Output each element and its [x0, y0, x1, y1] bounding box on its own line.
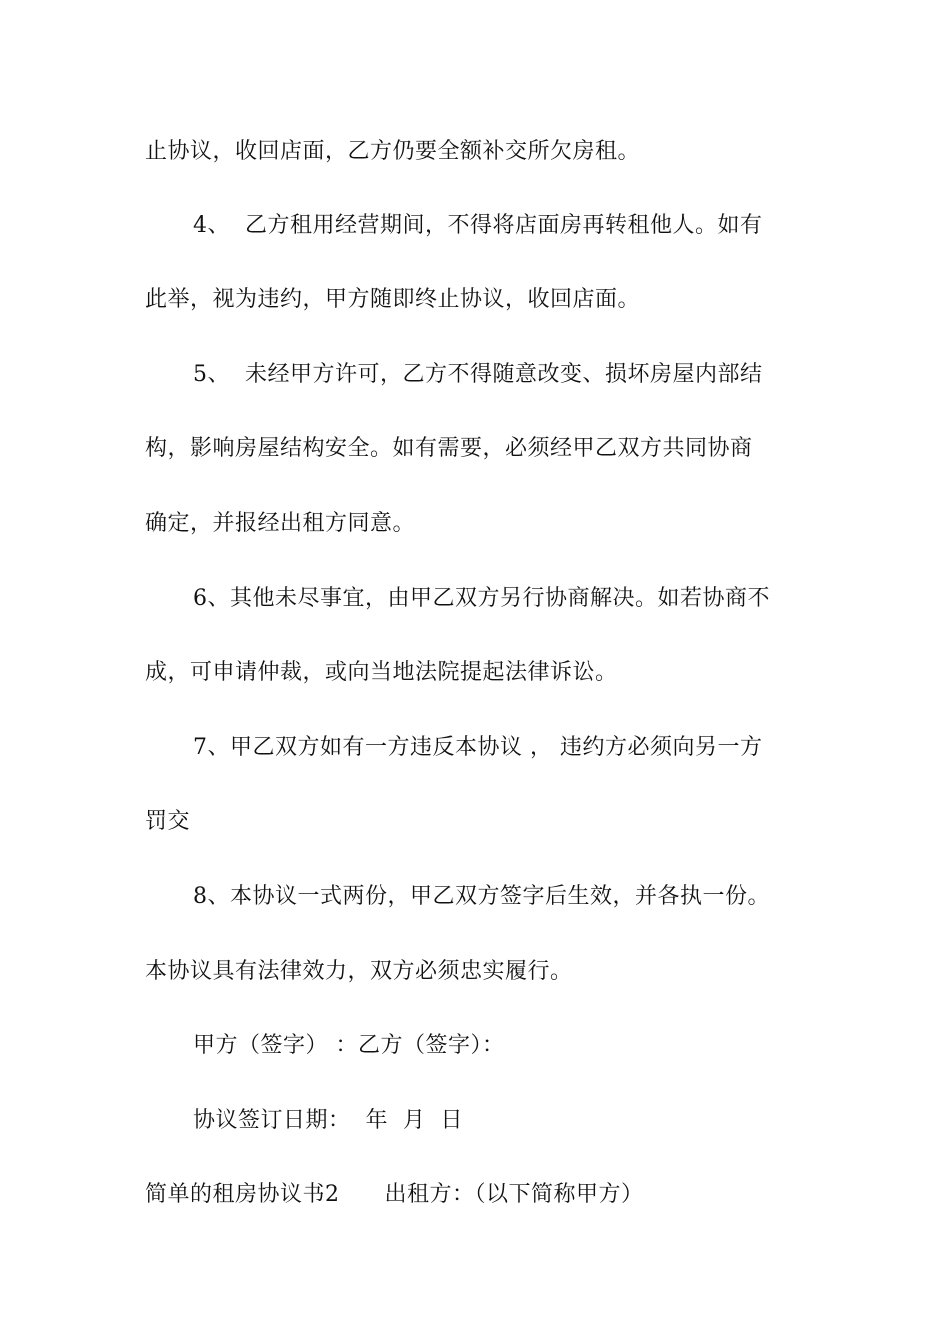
- text-line: 构，影响房屋结构安全。如有需要，必须经甲乙双方共同协商: [145, 436, 753, 461]
- clause-8: 8、本协议一式两份，甲乙双方签字后生效，并各执一份。: [193, 884, 770, 909]
- clause-4: 4、 乙方租用经营期间，不得将店面房再转租他人。如有: [193, 213, 763, 238]
- signature-line: 甲方（签字） ：乙方（签字）：: [193, 1033, 505, 1058]
- clause-5: 5、 未经甲方许可，乙方不得随意改变、损坏房屋内部结: [193, 362, 763, 387]
- text-line: 此举，视为违约，甲方随即终止协议，收回店面。: [145, 287, 641, 312]
- clause-7: 7、甲乙双方如有一方违反本协议 ， 违约方必须向另一方: [193, 735, 763, 760]
- section-heading: 简单的租房协议书2 出租方：（以下简称甲方）: [145, 1182, 644, 1207]
- text-line: 本协议具有法律效力，双方必须忠实履行。: [145, 959, 573, 984]
- text-line: 确定，并报经出租方同意。: [145, 511, 416, 536]
- clause-6: 6、其他未尽事宜，由甲乙双方另行协商解决。如若协商不: [193, 586, 770, 611]
- text-line: 成，可申请仲裁，或向当地法院提起法律诉讼。: [145, 660, 618, 685]
- signing-date-line: 协议签订日期： 年 月 日: [193, 1108, 463, 1133]
- text-line: 止协议，收回店面，乙方仍要全额补交所欠房租。: [145, 139, 641, 164]
- text-line: 罚交: [145, 809, 191, 834]
